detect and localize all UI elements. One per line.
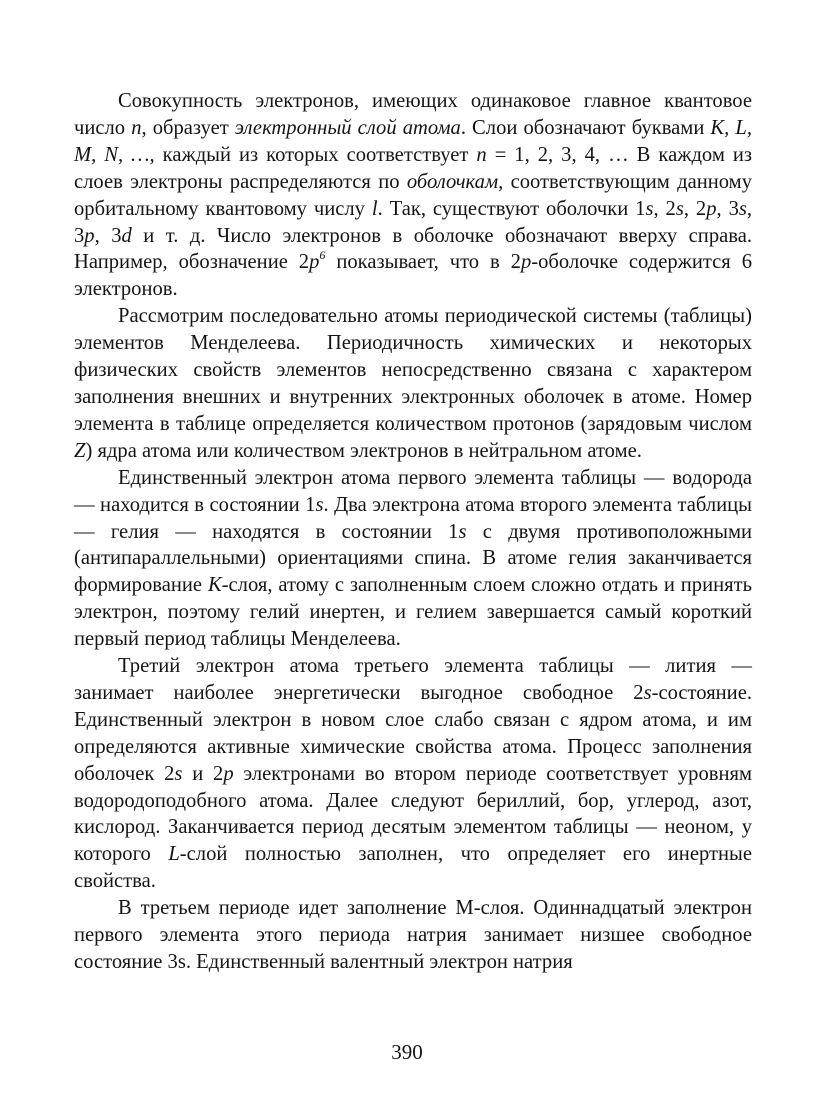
text-run: p bbox=[223, 762, 234, 785]
text-run: оболочкам, bbox=[406, 170, 504, 193]
text-run: n bbox=[476, 143, 487, 166]
paragraph-1 bbox=[74, 88, 752, 303]
text-run: l bbox=[371, 197, 378, 220]
text-run: . Слои обозначают буквами bbox=[460, 116, 711, 139]
page-body bbox=[74, 88, 752, 976]
text-run: соответствующим данному орбитальному квантовому числу bbox=[74, 170, 752, 220]
text-run: электронный слой атома bbox=[234, 116, 461, 139]
text-run: электронами во втором периоде соответствует уровням водородоподобного атома. Далее следуют бериллий, бор, углерод, азот, кислород. Заканчивается период десятым элементом таблицы — неоном, у которого bbox=[74, 762, 752, 866]
paragraph-2 bbox=[74, 303, 752, 464]
text-run: s bbox=[458, 520, 467, 543]
text-run: s bbox=[675, 197, 684, 220]
text-run: Единственный электрон атома первого элемента таблицы — водорода — находится в состоянии 1 bbox=[74, 466, 752, 516]
text-run: = 1, 2, 3, 4, … В каждом из слоев электроны распределяются по bbox=[74, 143, 753, 193]
text-run: d bbox=[121, 224, 132, 247]
text-run: s bbox=[643, 681, 652, 704]
text-run: p bbox=[309, 251, 320, 274]
text-run: и т. д. Число электронов в оболочке обозначают вверху справа. Например, обозначение 2 bbox=[74, 224, 752, 274]
text-run: p bbox=[84, 224, 95, 247]
text-run: , 3 bbox=[74, 197, 753, 247]
text-run: s bbox=[174, 762, 183, 785]
text-run: Третий электрон атома третьего элемента таблицы — лития — занимает наиболее энергетически выгодное свободное 2 bbox=[74, 655, 752, 704]
text-run: s bbox=[645, 197, 654, 220]
text-run: p bbox=[520, 251, 532, 274]
text-run: , 3 bbox=[716, 197, 739, 220]
text-run: p bbox=[706, 197, 717, 220]
text-run: показывает, что в 2 bbox=[325, 251, 521, 274]
text-run: K, L, M, N, … bbox=[74, 116, 752, 166]
text-run: -слой полностью заполнен, что определяет его инертные свойства. bbox=[74, 843, 752, 893]
text-run: . Так, существуют оболочки 1 bbox=[377, 197, 646, 220]
text-run: и 2 bbox=[182, 762, 224, 785]
text-run: ) ядра атома или количеством электронов в нейтральном атоме. bbox=[85, 439, 642, 462]
text-run: с двумя противоположными (антипараллельными) ориентациями спина. В атоме гелия заканчивается формирование bbox=[74, 520, 752, 597]
paragraph-5 bbox=[74, 895, 752, 976]
text-run: В третьем периоде идет заполнение M-слоя. Одиннадцатый электрон первого элемента этого периода натрия занимает низшее свободное состояние 3s. Единственный валентный электрон натрия bbox=[74, 897, 752, 973]
text-run: Рассмотрим последовательно атомы периодической системы (таблицы) элементов Менделеева. Периодичность химических и некоторых физических свойств элементов непосредственно связана с характером заполнения внешних и внутренних электронных оболочек в атоме. Номер элемента в таблице определяется количеством протонов (зарядовым числом bbox=[74, 305, 752, 435]
text-run: -слоя, атому с заполненным слоем сложно отдать и принять электрон, поэтому гелий инертен, и гелием завершается самый короткий первый период таблицы Менделеева. bbox=[74, 574, 752, 651]
text-run: Z bbox=[74, 439, 86, 462]
text-run: , каждый из которых соответствует bbox=[149, 143, 477, 166]
text-run: -состояние. Единственный электрон в новом слое слабо связан с ядром атома, и им определяются активные химические свойства атома. Процесс заполнения оболочек 2 bbox=[74, 681, 752, 785]
text-run: , 3 bbox=[94, 224, 122, 247]
text-run: s bbox=[738, 197, 747, 220]
text-run: 6 bbox=[319, 248, 326, 263]
text-run: , 2 bbox=[653, 197, 676, 220]
text-run: n bbox=[131, 116, 142, 139]
text-run: L bbox=[168, 843, 180, 866]
text-run: Совокупность электронов, имеющих одинаковое главное квантовое число bbox=[74, 90, 752, 139]
page-number: 390 bbox=[391, 1040, 423, 1064]
text-run: . Два электрона атома второго элемента таблицы — гелия — находятся в состоянии 1 bbox=[74, 493, 752, 543]
text-run: -оболочке содержится 6 электронов. bbox=[74, 251, 753, 301]
paragraph-3 bbox=[74, 465, 752, 653]
text-run: , образует bbox=[141, 116, 235, 139]
text-run: , 2 bbox=[683, 197, 707, 220]
text-run: s bbox=[315, 493, 324, 516]
text-run: K bbox=[207, 574, 222, 597]
paragraph-4 bbox=[74, 653, 752, 895]
